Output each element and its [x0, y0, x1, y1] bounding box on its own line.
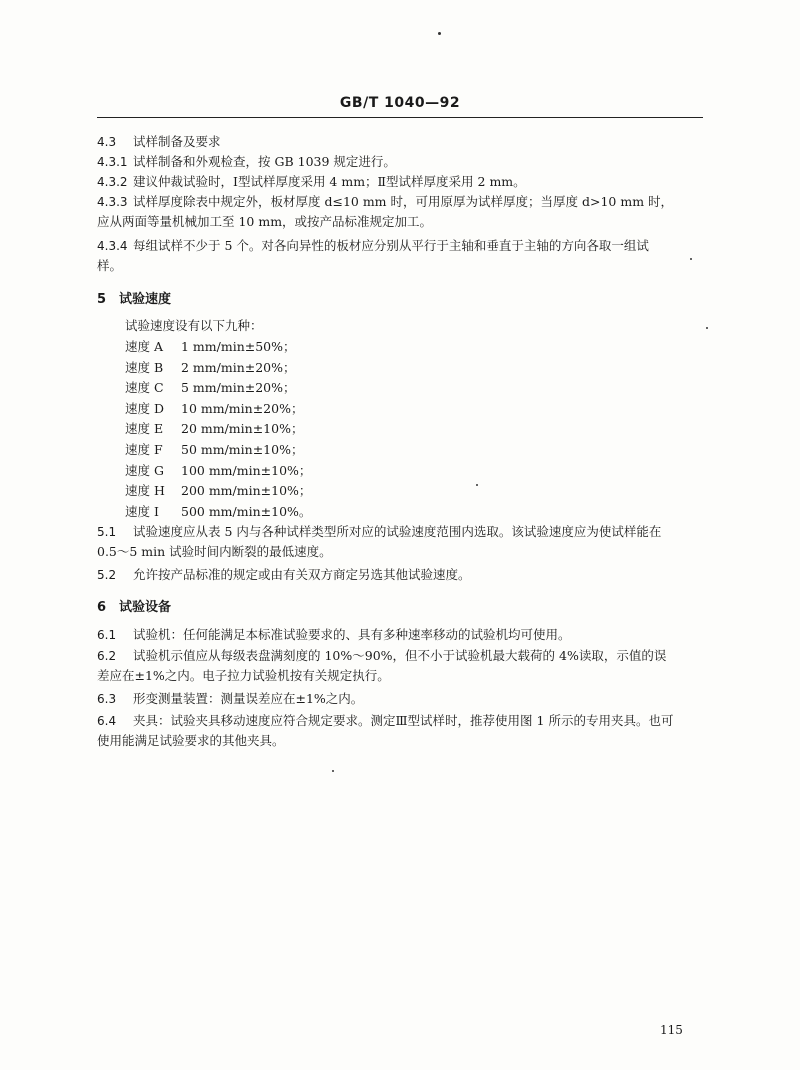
clause-text: 试验机：任何能满足本标准试验要求的、具有多种速率移动的试验机均可使用。: [133, 627, 571, 642]
speed-item: 速度 F 50 mm/min±10%；: [125, 441, 304, 457]
clause-text: 形变测量装置：测量误差应在±1%之内。: [133, 691, 364, 706]
clause-text-line2: 0.5～5 min 试验时间内断裂的最低速度。: [97, 544, 332, 559]
clause-text-line2: 应从两面等量机械加工至 10 mm，或按产品标准规定加工。: [97, 214, 433, 229]
page-number: 115: [660, 1023, 683, 1037]
clause-text-line1: 试验机示值应从每级表盘满刻度的 10%～90%，但不小于试验机最大载荷的 4%读取，示值的误: [133, 648, 667, 663]
clause-number: 4.3: [97, 135, 117, 149]
clause-4-3-4: [97, 236, 707, 276]
speed-list: [125, 337, 311, 522]
clause-text-line1: 试验速度应从表 5 内与各种试样类型所对应的试验速度范围内选取。该试验速度应为使试样能在: [133, 524, 662, 539]
clause-5-2: [97, 565, 707, 585]
clause-text-line1: 试样厚度除表中规定外，板材厚度 d≤10 mm 时，可用原厚为试样厚度；当厚度 d>10 mm 时，: [133, 194, 674, 209]
speed-item: 速度 H 200 mm/min±10%；: [125, 483, 312, 499]
clause-number: 5.2: [97, 568, 117, 582]
clause-number: 4.3.1: [97, 155, 128, 169]
clause-number: 6.2: [97, 649, 117, 663]
section-6-heading: [97, 596, 171, 615]
speed-item: 速度 I 500 mm/min±10%。: [125, 503, 312, 519]
clause-text: 建议仲裁试验时，Ⅰ型试样厚度采用 4 mm；Ⅱ型试样厚度采用 2 mm。: [133, 174, 526, 189]
section-number: 6: [97, 600, 107, 615]
speed-item: 速度 A 1 mm/min±50%；: [125, 339, 296, 354]
clause-number: 6.4: [97, 714, 117, 728]
speed-item: 速度 D 10 mm/min±20%；: [125, 400, 304, 416]
clause-4-3-3: [97, 192, 707, 232]
scan-speck: [690, 258, 692, 260]
section-title: 试验速度: [119, 292, 172, 307]
clause-text-line2: 使用能满足试验要求的其他夹具。: [97, 733, 285, 748]
speed-item: 速度 E 20 mm/min±10%；: [125, 421, 304, 437]
scan-speck: [438, 32, 441, 35]
clause-6-1: [97, 625, 707, 645]
clause-number: 4.3.2: [97, 175, 128, 189]
clause-number: 4.3.3: [97, 195, 128, 209]
clause-number: 6.3: [97, 692, 117, 706]
clause-5-1: [97, 522, 707, 562]
clause-4-3: [97, 132, 707, 152]
clause-text-line1: 夹具：试验夹具移动速度应符合规定要求。测定Ⅲ型试样时，推荐使用图 1 所示的专用夹具。也可: [133, 713, 674, 728]
scan-speck: [476, 484, 478, 486]
clause-text-line2: 差应在±1%之内。电子拉力试验机按有关规定执行。: [97, 668, 390, 683]
clause-number: 6.1: [97, 628, 117, 642]
header-rule: [97, 117, 703, 118]
clause-6-3: [97, 689, 707, 709]
clause-6-2: [97, 646, 707, 686]
speed-intro: 试验速度设有以下九种：: [125, 318, 263, 333]
scan-speck: [706, 327, 708, 329]
section-title: 试验设备: [119, 600, 172, 615]
clause-text: 允许按产品标准的规定或由有关双方商定另选其他试验速度。: [133, 567, 471, 582]
speed-item: 速度 C 5 mm/min±20%；: [125, 380, 296, 396]
clause-4-3-1: [97, 152, 707, 172]
speed-item: 速度 G 100 mm/min±10%；: [125, 462, 312, 478]
speed-item: 速度 B 2 mm/min±20%；: [125, 359, 296, 375]
section-5-heading: [97, 288, 171, 307]
section-number: 5: [97, 292, 107, 307]
clause-text: 试样制备及要求: [133, 134, 221, 149]
clause-text-line2: 样。: [97, 258, 123, 273]
clause-4-3-2: [97, 172, 707, 192]
scan-speck: [332, 770, 334, 772]
clause-6-4: [97, 711, 707, 751]
standard-code: GB/T 1040—92: [339, 95, 461, 111]
clause-text-line1: 每组试样不少于 5 个。对各向异性的板材应分别从平行于主轴和垂直于主轴的方向各取一组试: [133, 238, 649, 253]
clause-text: 试样制备和外观检查，按 GB 1039 规定进行。: [133, 154, 396, 169]
clause-number: 5.1: [97, 525, 117, 539]
clause-number: 4.3.4: [97, 239, 128, 253]
